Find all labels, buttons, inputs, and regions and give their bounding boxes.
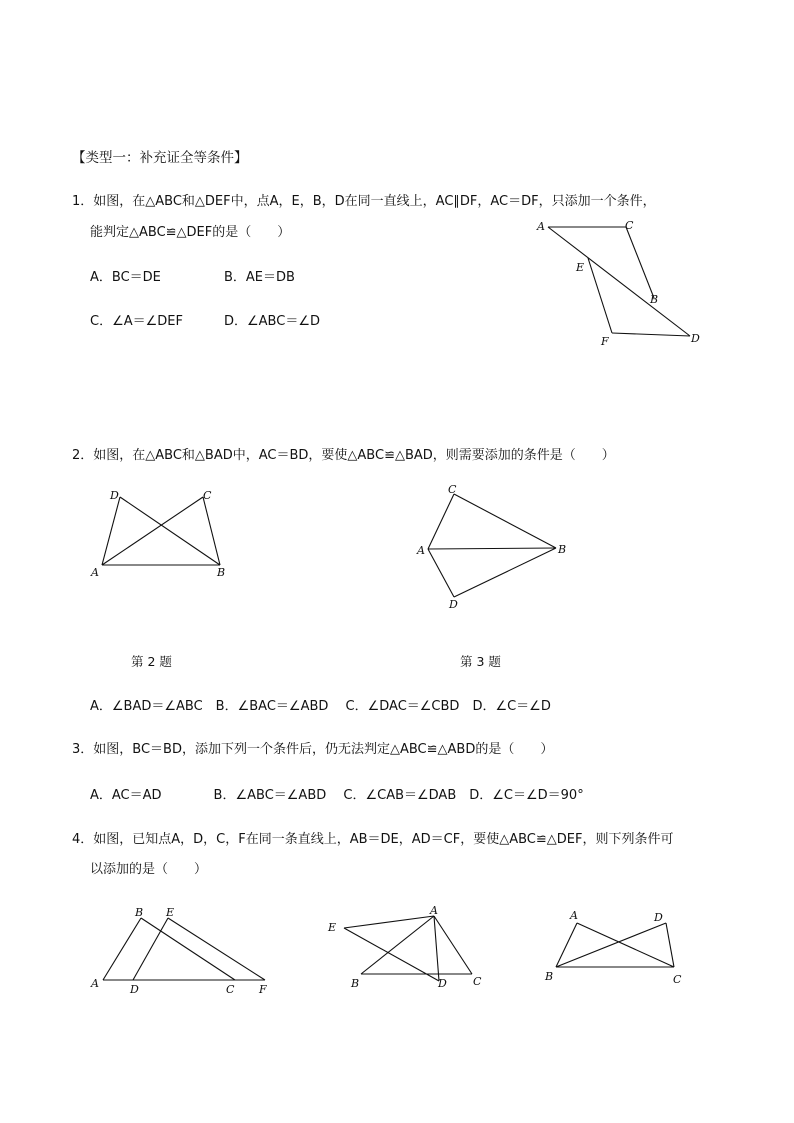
q3-label-b: B [558,543,567,556]
section-title: 【类型一：补充证全等条件】 [72,150,248,166]
q4-stem-line2: 以添加的是（ ） [90,862,208,877]
q4f2-label-b: B [351,977,360,990]
q1-option-b: B．AE＝DB [224,270,295,285]
q2-label-a: A [91,566,99,579]
q1-label-f: F [601,335,609,348]
q3-figure-caption: 第 3 题 [460,654,501,669]
q4f1-label-c: C [226,983,235,996]
q1-option-a: A．BC＝DE [90,270,161,285]
q4-figure-3 [556,923,674,967]
q1-label-e: E [576,261,585,274]
q3-label-a: A [417,544,425,557]
q4f3-label-a: A [570,909,578,922]
q1-option-c: C．∠A＝∠DEF [90,314,183,329]
q4f3-label-d: D [654,911,663,924]
q4-figure-2 [344,916,472,981]
q4f2-label-c: C [473,975,482,988]
q4f3-label-b: B [545,970,554,983]
q4f2-label-e: E [328,921,337,934]
q3-label-d: D [449,598,458,611]
q4f2-label-a: A [430,904,438,917]
q4-stem-line1: 4．如图，已知点A，D，C，F在同一条直线上，AB＝DE，AD＝CF，要使△ABC≌△DEF，则下列条件可 [72,832,674,847]
q2-label-b: B [217,566,226,579]
q2-figure-caption: 第 2 题 [131,654,172,669]
q1-label-c: C [625,219,634,232]
q4f1-label-d: D [130,983,139,996]
q2-figure [102,497,220,565]
q2-label-c: C [203,489,212,502]
q1-stem-line2: 能判定△ABC≌△DEF的是（ ） [90,225,291,240]
q2-label-d: D [110,489,119,502]
q1-stem-line1: 1．如图，在△ABC和△DEF中，点A，E，B，D在同一直线上，AC∥DF，AC＝DF，只添加一个条件， [72,194,656,209]
q1-label-d: D [691,332,700,345]
q2-stem: 2．如图，在△ABC和△BAD中，AC＝BD，要使△ABC≌△BAD，则需要添加的条件是（ ） [72,448,615,463]
q4f1-label-a: A [91,977,99,990]
q3-figure [428,494,556,597]
q4f2-label-d: D [438,977,447,990]
q3-options: A．AC＝AD B．∠ABC＝∠ABD C．∠CAB＝∠DAB D．∠C＝∠D＝90° [90,788,584,803]
q4f1-label-f: F [259,983,267,996]
q1-option-d: D．∠ABC＝∠D [224,314,320,329]
q3-label-c: C [448,483,457,496]
q4f1-label-b: B [135,906,144,919]
q3-stem: 3．如图，BC＝BD，添加下列一个条件后，仍无法判定△ABC≌△ABD的是（ ） [72,742,554,757]
q1-label-b: B [650,293,659,306]
q4f1-label-e: E [166,906,175,919]
q4-figure-1 [103,918,265,980]
q1-label-a: A [537,220,545,233]
q2-options: A．∠BAD＝∠ABC B．∠BAC＝∠ABD C．∠DAC＝∠CBD D．∠C＝∠D [90,699,551,714]
q1-figure [548,227,690,336]
q4f3-label-c: C [673,973,682,986]
